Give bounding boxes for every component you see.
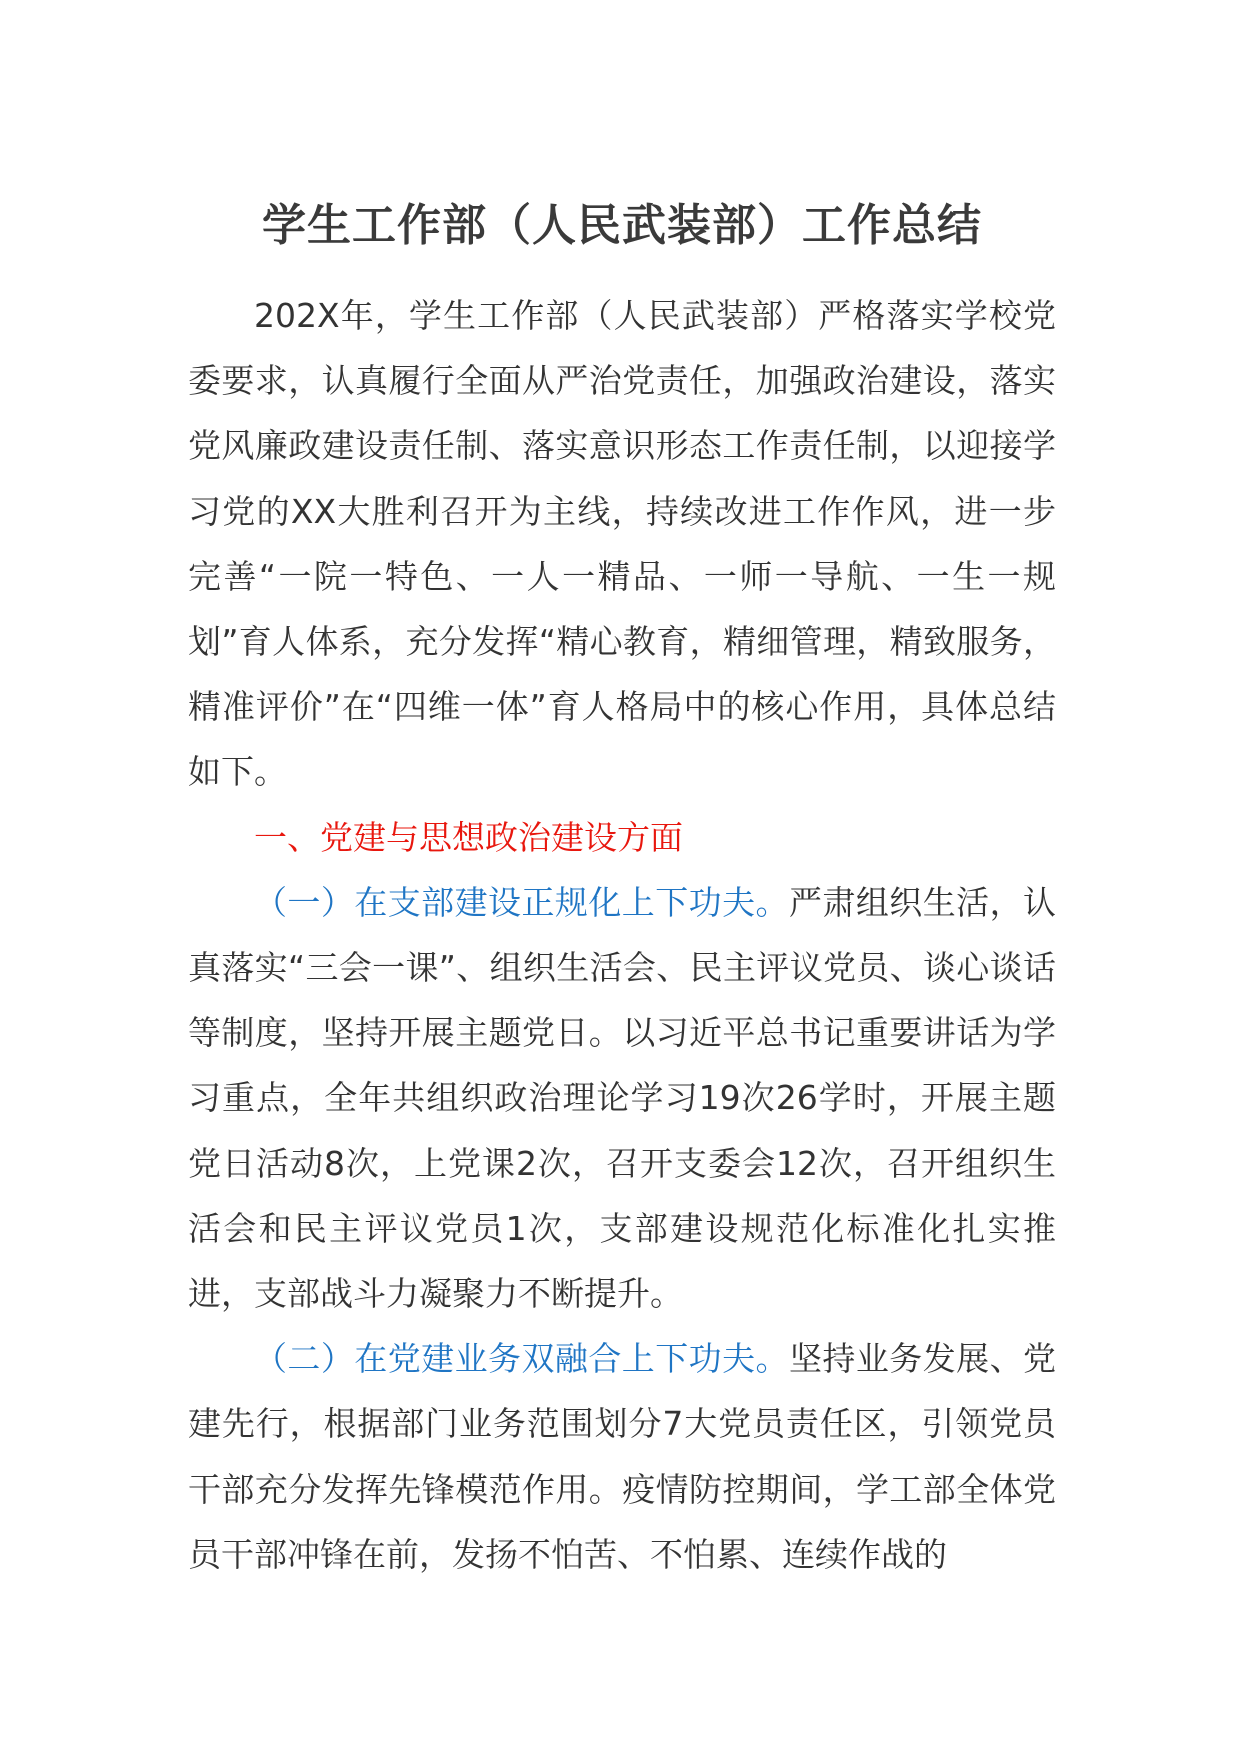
document-body xyxy=(188,283,1056,1587)
subsection-heading-2: （二）在党建业务双融合上下功夫。 xyxy=(254,1339,789,1379)
subsection-paragraph-2 xyxy=(188,1326,1056,1587)
section-heading: 一、党建与思想政治建设方面 xyxy=(254,817,683,857)
subsection-paragraph-1 xyxy=(188,870,1056,1326)
intro-paragraph: 202X年，学生工作部（人民武装部）严格落实学校党委要求，认真履行全面从严治党责任，加强政治建设，落实党风廉政建设责任制、落实意识形态工作责任制，以迎接学习党的XX大胜利召开为主线，持续改进工作作风，进一步完善“一院一特色、一人一精品、一师一导航、一生一规划”育人体系，充分发挥“精心教育，精细管理，精致服务，精准评价”在“四维一体”育人格局中的核心作用，具体总结如下。 xyxy=(188,296,1056,792)
subsection-text-2: 坚持业务发展、党建先行，根据部门业务范围划分7大党员责任区，引领党员干部充分发挥先锋模范作用。疫情防控期间，学工部全体党员干部冲锋在前，发扬不怕苦、不怕累、连续作战的 xyxy=(188,1339,1057,1574)
subsection-heading-1: （一）在支部建设正规化上下功夫。 xyxy=(254,882,789,922)
document-title: 学生工作部（人民武装部）工作总结 xyxy=(262,200,982,251)
subsection-text-1: 严肃组织生活，认真落实“三会一课”、组织生活会、民主评议党员、谈心谈话等制度，坚持开展主题党日。以习近平总书记重要讲话为学习重点，全年共组织政治理论学习19次26学时，开展主题党日活动8次，上党课2次，召开支委会12次，召开组织生活会和民主评议党员1次，支部建设规范化标准化扎实推进，支部战斗力凝聚力不断提升。 xyxy=(188,882,1057,1314)
